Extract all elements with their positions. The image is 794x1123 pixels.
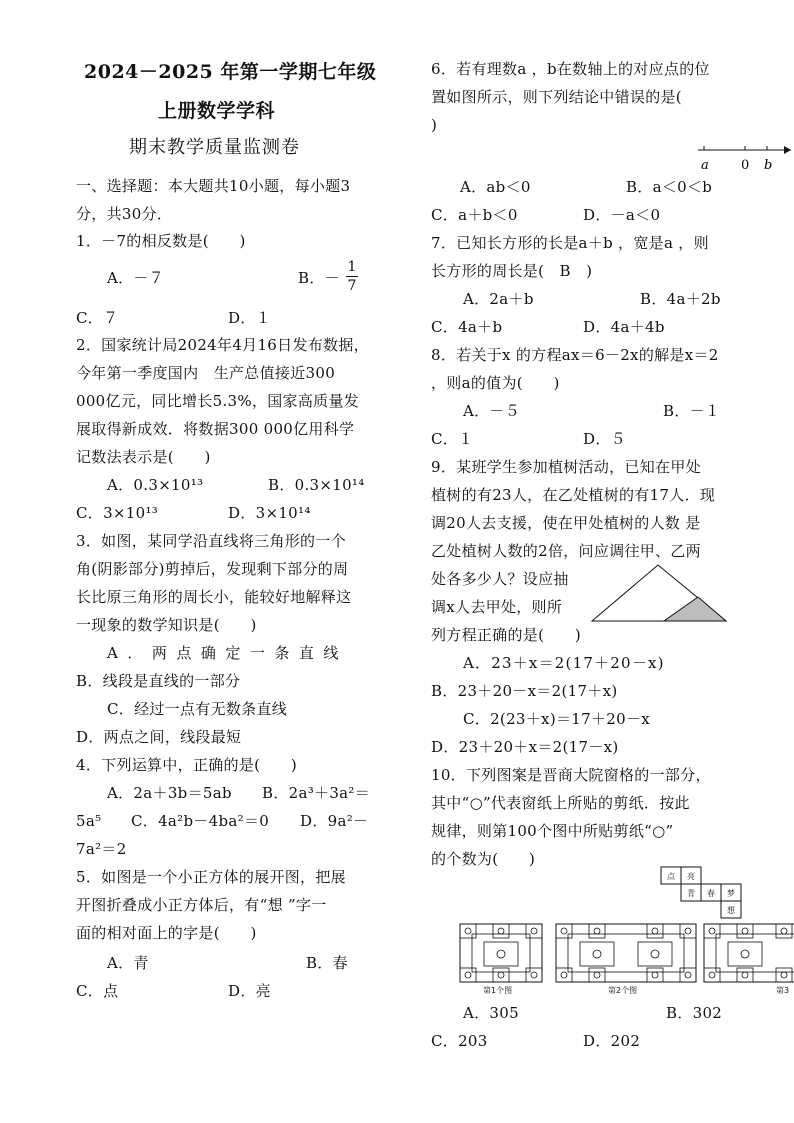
section-heading-cont: 分，共30分．	[76, 205, 173, 223]
window-lattice-figures	[458, 922, 794, 998]
q1-fraction	[346, 259, 358, 294]
q9-option-a-text: A．23＋x＝2(17＋20－x)	[463, 654, 665, 672]
section-heading: 一、选择题：本大题共10小题，每小题3	[76, 177, 351, 195]
q7-line-2: 长方形的周长是( B )	[431, 262, 593, 280]
q4-option-a: A．2a＋3b＝5ab	[107, 784, 232, 802]
q2-line-3: 000亿元，同比增长5.3%，国家高质量发	[76, 392, 360, 410]
fraction-bar	[346, 276, 358, 277]
q2-option-d: D．3×10¹⁴	[228, 504, 311, 522]
q9-line-5: 处各多少人？设应抽	[431, 570, 569, 588]
q1-fraction-numerator: 1	[347, 259, 357, 275]
q7-option-b: B．4a＋2b	[640, 290, 721, 308]
q4-option-b-cont: 5a⁵	[76, 812, 102, 830]
q10-option-d: D．202	[583, 1032, 641, 1050]
figure-2-caption: 第2个图	[608, 986, 638, 995]
q4-option-d-cont: 7a²＝2	[76, 840, 127, 858]
number-line-figure	[696, 140, 794, 174]
q10-option-c: C．203	[431, 1032, 488, 1050]
title-line-2: 上册数学学科	[158, 100, 276, 122]
q8-option-b: B．－１	[663, 402, 721, 420]
q3-option-a	[107, 643, 363, 663]
q8-line-1: 8．若关于x 的方程ax＝6－2x的解是x＝2	[431, 346, 719, 364]
q2-line-2: 今年第一季度国内 生产总值接近300	[76, 364, 336, 382]
q8-line-2: ，则a的值为( )	[431, 374, 560, 392]
q5-option-b: B．春	[306, 954, 348, 972]
label-a: a	[701, 158, 709, 173]
q10-line-1: 10．下列图案是晋商大院窗格的一部分，	[431, 766, 711, 784]
q6-line-3: )	[431, 116, 438, 134]
q6-line-1: 6．若有理数a ，b在数轴上的对应点的位	[431, 60, 710, 78]
q9-line-1: 9．某班学生参加植树活动，已知在甲处	[431, 458, 701, 476]
q3-line-1: 3．如图，某同学沿直线将三角形的一个	[76, 532, 346, 550]
figure-1-caption: 第1个图	[483, 986, 513, 995]
q9-line-3: 调20人去支援，使在甲处植树的人数 是	[431, 514, 701, 532]
q10-line-4: 的个数为( )	[431, 850, 536, 868]
q4-option-d: D．9a²－	[300, 812, 369, 830]
q3-option-d: D．两点之间，线段最短	[76, 728, 242, 746]
q4-stem: 4．下列运算中，正确的是( )	[76, 756, 298, 774]
q10-line-3: 规律，则第100个图中所贴剪纸“○”	[431, 822, 674, 840]
triangle-figure	[590, 563, 730, 625]
q10-option-b: B．302	[666, 1004, 723, 1022]
lattice-figure-3	[704, 924, 794, 982]
q9-option-a	[463, 653, 717, 673]
q9-option-d: D．23＋20＋x＝2(17－x)	[431, 738, 619, 756]
q3-option-c: C．经过一点有无数条直线	[107, 700, 288, 718]
q2-option-a: A．0.3×10¹³	[107, 476, 204, 494]
q5-option-c: C．点	[76, 982, 119, 1000]
q9-option-b: B．23＋20－x＝2(17＋x)	[431, 682, 618, 700]
q9-line-7: 列方程正确的是( )	[431, 626, 582, 644]
lattice-figure-2	[556, 924, 696, 982]
q1-option-b: B．－	[298, 269, 340, 287]
q2-option-c: C．3×10¹³	[76, 504, 159, 522]
title-line-1: 2024－2025 年第一学期七年级	[84, 61, 377, 83]
title-line-3: 期末教学质量监测卷	[129, 137, 300, 158]
q9-option-c: C．2(23＋x)＝17＋20－x	[463, 710, 651, 728]
net-cell-dian: 点	[667, 872, 675, 881]
q7-option-d: D．4a＋4b	[583, 318, 665, 336]
q3-option-b: B．线段是直线的一部分	[76, 672, 241, 690]
q3-line-2: 角(阴影部分)剪掉后，发现剩下部分的周	[76, 560, 349, 578]
label-0: 0	[741, 158, 750, 173]
number-line-arrow	[784, 146, 791, 154]
q5-line-3: 面的相对面上的字是( )	[76, 924, 257, 942]
net-cell-qing: 青	[687, 889, 695, 898]
q8-option-c: C．１	[431, 430, 474, 448]
q6-option-d: D．－a＜0	[583, 206, 661, 224]
q1-option-d: D．１	[228, 309, 271, 327]
q6-option-b: B．a＜0＜b	[626, 178, 713, 196]
label-b: b	[764, 158, 773, 173]
q1-option-a: A．－７	[107, 269, 165, 287]
q1-stem: 1．－7的相反数是( )	[76, 232, 246, 250]
q7-option-a: A．2a＋b	[463, 290, 534, 308]
q7-line-1: 7．已知长方形的长是a＋b ，宽是a ，则	[431, 234, 709, 252]
lattice-figure-1	[460, 924, 542, 982]
q9-line-4: 乙处植树人数的2倍，问应调往甲、乙两	[431, 542, 701, 560]
q5-option-a: A．青	[107, 954, 149, 972]
q2-line-1: 2．国家统计局2024年4月16日发布数据，	[76, 336, 369, 354]
q5-line-2: 开图折叠成小正方体后，有“想 ”字一	[76, 896, 327, 914]
q7-option-c: C．4a＋b	[431, 318, 503, 336]
q5-line-1: 5．如图是一个小正方体的展开图，把展	[76, 868, 346, 886]
q9-line-6: 调x人去甲处，则所	[431, 598, 563, 616]
figure-3-caption: 第3	[776, 986, 790, 995]
q1-option-c: C．７	[76, 309, 119, 327]
net-cell-chun: 春	[707, 889, 715, 898]
q6-option-a: A．ab＜0	[460, 178, 531, 196]
net-cell-xiang: 想	[727, 906, 735, 915]
q8-option-d: D．５	[583, 430, 626, 448]
q5-option-d: D．亮	[228, 982, 271, 1000]
q3-line-3: 长比原三角形的周长小，能较好地解释这	[76, 588, 352, 606]
net-cell-meng: 梦	[727, 889, 735, 898]
q9-line-2: 植树的有23人，在乙处植树的有17人．现	[431, 486, 716, 504]
q6-option-c: C．a＋b＜0	[431, 206, 518, 224]
q2-option-b: B．0.3×10¹⁴	[268, 476, 365, 494]
q2-line-4: 展取得新成效．将数据300 000亿用科学	[76, 420, 355, 438]
q4-option-b: B．2a³＋3a²＝	[262, 784, 371, 802]
net-cell-liang: 亮	[687, 872, 695, 881]
q6-line-2: 置如图所示，则下列结论中错误的是(	[431, 88, 682, 106]
q1-fraction-denominator: 7	[347, 278, 357, 294]
q2-line-5: 记数法表示是( )	[76, 448, 211, 466]
triangle-shaded-corner	[664, 597, 726, 621]
q10-option-a: A．305	[463, 1004, 519, 1022]
q10-line-2: 其中“○”代表窗纸上所贴的剪纸．按此	[431, 794, 690, 812]
q3-option-a-text: A．两点确定一条直线	[107, 644, 348, 662]
q4-option-c: C．4a²b－4ba²＝0	[131, 812, 270, 830]
q3-line-4: 一现象的数学知识是( )	[76, 616, 257, 634]
q8-option-a: A．－５	[463, 402, 521, 420]
cube-net-figure	[660, 866, 744, 924]
